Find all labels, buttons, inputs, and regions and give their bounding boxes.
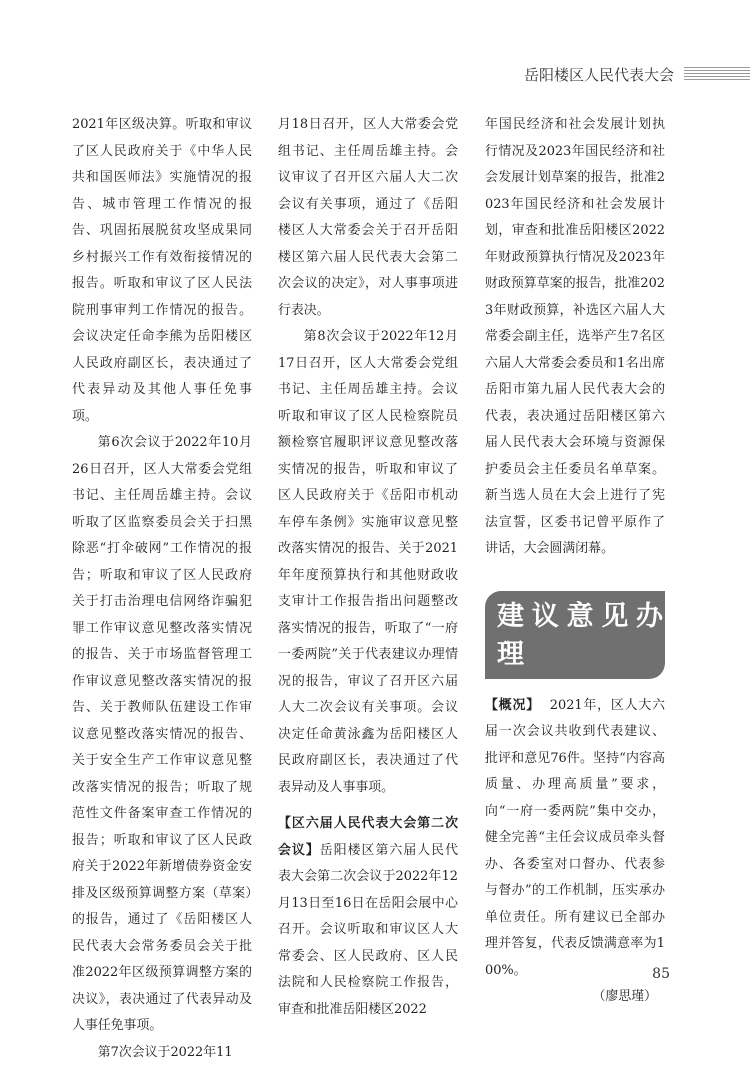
page-number: 85 [652, 966, 670, 982]
paragraph-session-7-continued: 月18日召开，区人大常委会党组书记、主任周岳雄主持。会议审议了召开区六届人大二次会议有关事项，通过了《岳阳楼区人大常委会关于召开岳阳楼区第六届人民代表大会第二次会议的决定》，对人事事项进行表决。 [278, 112, 458, 324]
paragraph-session-8: 第8次会议于2022年12月17日召开，区人大常委会党组书记、主任周岳雄主持。会议听取和审议了区人民检察院员额检察官履职评议意见整改落实情况的报告，听取和审议了区人民政府关于《岳阳市机动车停车条例》实施审议意见整改落实情况的报告、关于2021年年度预算执行和其他财政收支审计工作报告指出问题整改落实情况的报告，听取了“一府一委两院”关于代表建议办理情况的报告，审议了召开区六届人大二次会议有关事项。会议决定任命黄泳鑫为岳阳楼区人民政府副区长，表决通过了代表异动及人事事项。 [278, 324, 458, 801]
paragraph-congress-session [278, 811, 458, 1023]
overview-body: 2021年，区人大六届一次会议共收到代表建议、批评和意见76件。坚持“内容高质量、办理高质量”要求，向“一府一委两院”集中交办，健全完善“主任会议成员牵头督办、各委室对口督办、代表参与督办”的工作机制，压实承办单位责任。所有建议已全部办理并答复，代表反馈满意率为100%。 [485, 698, 665, 978]
running-header [524, 63, 750, 85]
column-3 [485, 112, 665, 1011]
column-2 [278, 112, 458, 1023]
paragraph-overview [485, 693, 665, 985]
running-header-title: 岳阳楼区人民代表大会 [524, 64, 674, 85]
paragraph-continued: 2021年区级决算。听取和审议了区人民政府关于《中华人民共和国医师法》实施情况的报告、城市管理工作情况的报告、巩固拓展脱贫攻坚成果同乡村振兴工作有效衔接情况的报告。听取和审议了区人民法院刑事审判工作情况的报告。会议决定任命李熊为岳阳楼区人民政府副区长，表决通过了代表异动及其他人事任免事项。 [72, 112, 252, 430]
congress-session-body: 岳阳楼区第六届人民代表大会第二次会议于2022年12月13日至16日在岳阳会展中心召开。会议听取和审议区人大常委会、区人民政府、区人民法院和人民检察院工作报告，审查和批准岳阳楼区2022 [278, 843, 458, 1017]
overview-heading: 【概况】 [485, 698, 540, 713]
column-1 [72, 112, 252, 1066]
paragraph-session-7-start: 第7次会议于2022年11 [72, 1040, 252, 1066]
paragraph-session-6: 第6次会议于2022年10月26日召开，区人大常委会党组书记、主任周岳雄主持。会议听取了区监察委员会关于扫黑除恶“打伞破网”工作情况的报告；听取和审议了区人民政府关于打击治理电信网络诈骗犯罪工作审议意见整改落实情况的报告、关于市场监督管理工作审议意见整改落实情况的报告、关于教师队伍建设工作审议意见整改落实情况的报告、关于安全生产工作审议意见整改落实情况的报告；听取了规范性文件备案审查工作情况的报告；听取和审议了区人民政府关于2022年新增债券资金安排及区级预算调整方案（草案）的报告，通过了《岳阳楼区人民代表大会常务委员会关于批准2022年区级预算调整方案的决议》，表决通过了代表异动及人事任免事项。 [72, 430, 252, 1040]
section-title: 建议意见办理 [485, 591, 665, 679]
paragraph-congress-continued: 年国民经济和社会发展计划执行情况及2023年国民经济和社会发展计划草案的报告，批准2023年国民经济和社会发展计划，审查和批准岳阳楼区2022年财政预算执行情况及2023年财政预算草案的报告，批准2023年财政预算，补选区六届人大常委会副主任，选举产生7名区六届人大常委会委员和1名出席岳阳市第九届人民代表大会的代表，表决通过岳阳楼区第六届人民代表大会环境与资源保护委员会主任委员名单草案。新当选人员在大会上进行了宪法宣誓，区委书记曾平原作了讲话，大会圆满闭幕。 [485, 112, 665, 563]
author-credit: （廖思瑾） [485, 984, 665, 1011]
congress-session-heading: 【区六届人民代表大会第二次会议】 [278, 816, 458, 858]
header-decoration-bar [684, 67, 750, 82]
